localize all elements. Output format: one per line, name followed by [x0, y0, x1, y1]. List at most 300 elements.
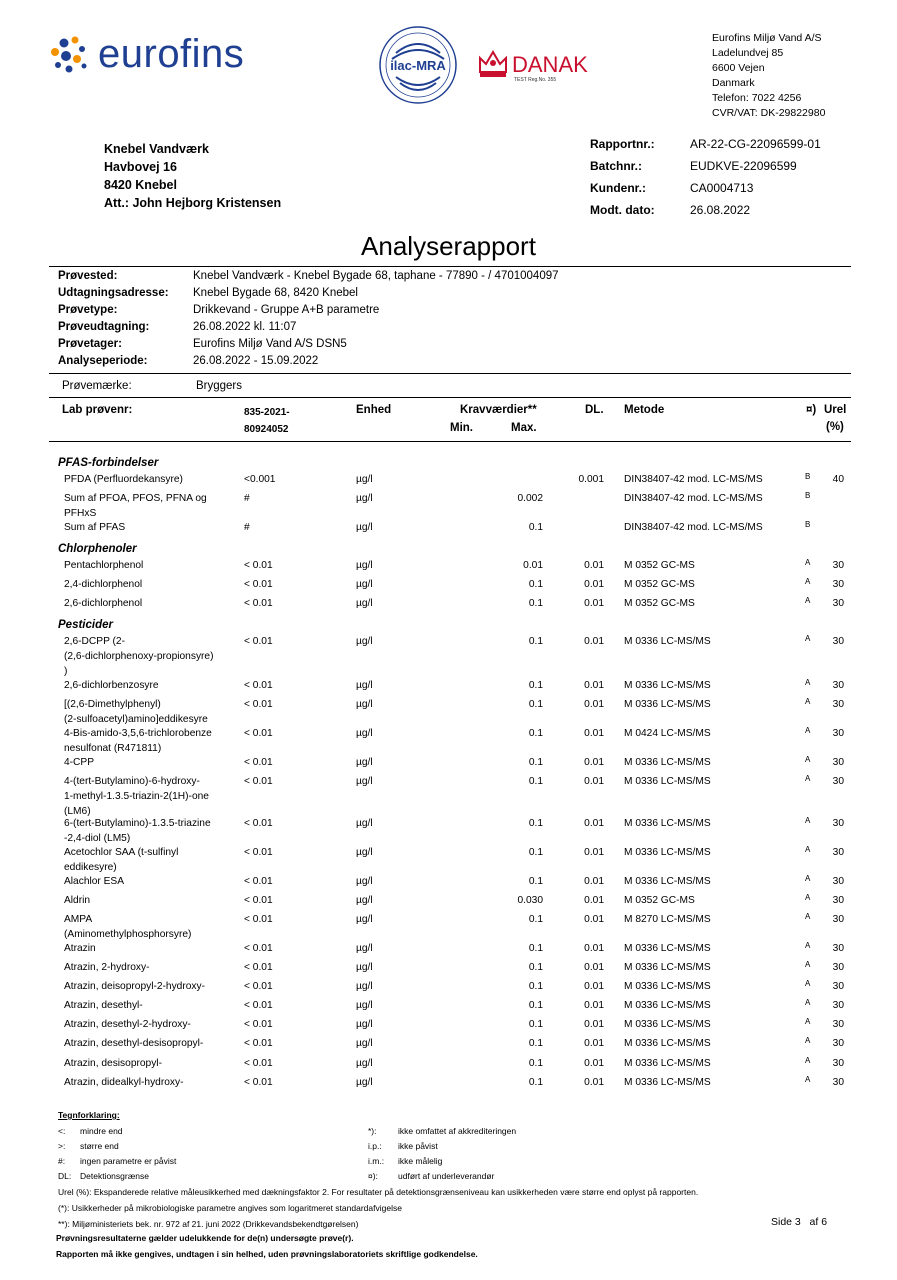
legend-value: ikke målelig [398, 1156, 443, 1166]
meta-label: Batchnr.: [590, 159, 643, 173]
page-of: af 6 [809, 1216, 828, 1228]
parameter-name [64, 893, 229, 908]
sample-row [58, 319, 559, 336]
unit-cell: µg/l [356, 728, 373, 739]
max-cell: 0.01 [523, 560, 543, 571]
accreditation-cell: A [805, 893, 811, 902]
parameter-name [64, 1075, 229, 1090]
accreditation-cell: A [805, 774, 811, 783]
method-cell: M 0336 LC-MS/MS [624, 680, 711, 691]
parameter-name-line: 2,4-dichlorphenol [64, 579, 143, 590]
urel-cell: 30 [832, 1058, 844, 1069]
result-cell: < 0.01 [244, 680, 273, 691]
parameter-name-line: Alachlor ESA [64, 876, 125, 887]
result-cell: < 0.01 [244, 598, 273, 609]
col-method: Metode [624, 404, 665, 416]
parameter-name [64, 596, 229, 611]
parameter-name-line: Atrazin [64, 943, 96, 954]
meta-row [590, 181, 821, 203]
dl-cell: 0.01 [584, 598, 604, 609]
sample-mark-label: Prøvemærke: [62, 380, 132, 392]
col-min: Min. [450, 422, 473, 434]
meta-row [590, 137, 821, 159]
unit-cell: µg/l [356, 680, 373, 691]
urel-cell: 30 [832, 847, 844, 858]
parameter-name [64, 634, 229, 679]
parameter-name [64, 1036, 229, 1051]
result-cell: < 0.01 [244, 728, 273, 739]
sample-value: 26.08.2022 kl. 11:07 [193, 321, 297, 333]
unit-cell: µg/l [356, 579, 373, 590]
parameter-name-line: 4-Bis-amido-3,5,6-trichlorobenze [64, 728, 212, 739]
sample-row [58, 336, 559, 353]
max-cell: 0.1 [528, 579, 543, 590]
method-cell: M 0424 LC-MS/MS [624, 728, 711, 739]
legend-item [58, 1139, 176, 1154]
danak-reg: TEST Reg.No. 355 [514, 77, 557, 83]
parameter-name-line: Aldrin [64, 895, 91, 906]
parameter-name [64, 520, 229, 535]
method-cell: M 0336 LC-MS/MS [624, 1058, 711, 1069]
accreditation-cell: A [805, 596, 811, 605]
company-line: CVR/VAT: DK-29822980 [712, 107, 826, 119]
divider [49, 373, 851, 374]
accreditation-cell: A [805, 1017, 811, 1026]
legend-value: større end [80, 1141, 119, 1151]
method-cell: M 0336 LC-MS/MS [624, 962, 711, 973]
meta-label: Modt. dato: [590, 203, 655, 217]
dl-cell: 0.01 [584, 1000, 604, 1011]
result-cell: < 0.01 [244, 636, 273, 647]
max-cell: 0.1 [528, 1077, 543, 1088]
dl-cell: 0.01 [584, 943, 604, 954]
max-cell: 0.1 [528, 1019, 543, 1030]
legend-key: i.m.: [368, 1156, 385, 1166]
col-max: Max. [511, 422, 537, 434]
meta-value: 26.08.2022 [690, 203, 751, 217]
max-cell: 0.002 [517, 493, 543, 504]
result-cell: < 0.01 [244, 699, 273, 710]
parameter-name [64, 816, 229, 846]
result-cell: < 0.01 [244, 1058, 273, 1069]
unit-cell: µg/l [356, 818, 373, 829]
urel-cell: 30 [832, 636, 844, 647]
dl-cell: 0.01 [584, 818, 604, 829]
parameter-name [64, 941, 229, 956]
urel-cell: 30 [832, 981, 844, 992]
legend-item [58, 1124, 176, 1139]
parameter-name [64, 979, 229, 994]
parameter-name-line: -2,4-diol (LM5) [64, 833, 131, 844]
unit-cell: µg/l [356, 1077, 373, 1088]
urel-cell: 30 [832, 943, 844, 954]
accreditation-cell: A [805, 726, 811, 735]
accreditation-cell: A [805, 755, 811, 764]
max-cell: 0.1 [528, 847, 543, 858]
col-urel-unit: (%) [826, 421, 844, 433]
unit-cell: µg/l [356, 776, 373, 787]
parameter-name-line: 4-(tert-Butylamino)-6-hydroxy- [64, 776, 200, 787]
meta-value: CA0004713 [690, 181, 754, 195]
parameter-name-line: (LM6) [64, 806, 91, 817]
result-cell: < 0.01 [244, 895, 273, 906]
col-urel: Urel [824, 404, 847, 416]
danak-logo [476, 44, 606, 94]
method-cell: M 0336 LC-MS/MS [624, 1077, 711, 1088]
parameter-name-line: Sum af PFAS [64, 522, 126, 533]
method-cell: M 0336 LC-MS/MS [624, 757, 711, 768]
parameter-name [64, 726, 229, 756]
sample-row [58, 353, 559, 370]
col-unit: Enhed [356, 404, 392, 416]
meta-row [590, 203, 821, 225]
meta-value: EUDKVE-22096599 [690, 159, 797, 173]
result-cell: < 0.01 [244, 776, 273, 787]
footnote: **): Miljøministeriets bek. nr. 972 af 21. juni 2022 (Drikkevandsbekendtgørelsen) [58, 1219, 359, 1229]
legend-value: ikke påvist [398, 1141, 438, 1151]
max-cell: 0.1 [528, 598, 543, 609]
accreditation-cell: A [805, 577, 811, 586]
unit-cell: µg/l [356, 876, 373, 887]
unit-cell: µg/l [356, 895, 373, 906]
sample-value: Eurofins Miljø Vand A/S DSN5 [193, 338, 347, 350]
urel-cell: 30 [832, 728, 844, 739]
result-cell: < 0.01 [244, 579, 273, 590]
parameter-name [64, 491, 229, 521]
unit-cell: µg/l [356, 699, 373, 710]
parameter-name [64, 755, 229, 770]
urel-cell: 30 [832, 757, 844, 768]
eurofins-dots-icon [46, 32, 92, 78]
company-address [712, 31, 825, 121]
method-cell: M 0336 LC-MS/MS [624, 847, 711, 858]
result-cell: < 0.01 [244, 876, 273, 887]
customer-line: Havbovej 16 [104, 160, 177, 174]
max-cell: 0.1 [528, 680, 543, 691]
divider [49, 266, 851, 267]
company-line: Ladelundvej 85 [712, 47, 784, 59]
customer-line: Knebel Vandværk [104, 142, 209, 156]
result-cell: < 0.01 [244, 1077, 273, 1088]
col-acc: ¤) [806, 404, 817, 416]
method-cell: M 0336 LC-MS/MS [624, 1019, 711, 1030]
max-cell: 0.1 [528, 1000, 543, 1011]
result-cell: <0.001 [244, 474, 276, 485]
max-cell: 0.1 [528, 943, 543, 954]
parameter-name-line: Atrazin, desethyl-2-hydroxy- [64, 1019, 191, 1030]
legend-item [368, 1139, 516, 1154]
parameter-name [64, 774, 229, 819]
urel-cell: 30 [832, 1000, 844, 1011]
parameter-name [64, 558, 229, 573]
legend-item [368, 1124, 516, 1139]
unit-cell: µg/l [356, 757, 373, 768]
customer-line: Att.: John Hejborg Kristensen [104, 196, 282, 210]
parameter-name-line: (Aminomethylphosphorsyre) [64, 929, 192, 940]
company-line: Telefon: 7022 4256 [712, 92, 802, 104]
parameter-name-line: PFDA (Perfluordekansyre) [64, 474, 183, 485]
method-cell: M 8270 LC-MS/MS [624, 914, 711, 925]
urel-cell: 40 [832, 474, 844, 485]
result-cell: < 0.01 [244, 757, 273, 768]
method-cell: M 0336 LC-MS/MS [624, 818, 711, 829]
dl-cell: 0.01 [584, 728, 604, 739]
method-cell: M 0352 GC-MS [624, 560, 695, 571]
sample-value: Drikkevand - Gruppe A+B parametre [193, 304, 380, 316]
sample-mark-value: Bryggers [196, 380, 243, 392]
accreditation-cell: A [805, 1075, 811, 1084]
max-cell: 0.1 [528, 876, 543, 887]
parameter-name-line: 1-methyl-1.3.5-triazin-2(1H)-one [64, 791, 209, 802]
urel-cell: 30 [832, 1019, 844, 1030]
urel-cell: 30 [832, 1077, 844, 1088]
report-meta [590, 137, 821, 225]
unit-cell: µg/l [356, 636, 373, 647]
parameter-name [64, 697, 229, 727]
group-heading: PFAS-forbindelser [58, 457, 159, 469]
parameter-name-line: eddikesyre) [64, 862, 117, 873]
result-cell: < 0.01 [244, 847, 273, 858]
result-cell: < 0.01 [244, 1019, 273, 1030]
page-title: Analyserapport [361, 231, 536, 261]
result-cell: < 0.01 [244, 962, 273, 973]
company-line: Eurofins Miljø Vand A/S [712, 32, 822, 44]
legend-key: >: [58, 1141, 66, 1151]
parameter-name-line: 2,6-DCPP (2- [64, 636, 125, 647]
parameter-name [64, 912, 229, 942]
method-cell: M 0352 GC-MS [624, 579, 695, 590]
method-cell: M 0336 LC-MS/MS [624, 943, 711, 954]
method-cell: M 0336 LC-MS/MS [624, 776, 711, 787]
sample-label: Udtagningsadresse: [58, 287, 169, 299]
sample-no-line: 80924052 [244, 424, 289, 435]
sample-value: Knebel Bygade 68, 8420 Knebel [193, 287, 358, 299]
legend-value: Detektionsgrænse [80, 1171, 149, 1181]
method-cell: DIN38407-42 mod. LC-MS/MS [624, 474, 763, 485]
eurofins-wordmark: eurofins [98, 32, 245, 76]
max-cell: 0.1 [528, 962, 543, 973]
parameter-name-line: Pentachlorphenol [64, 560, 144, 571]
parameter-name-line: 6-(tert-Butylamino)-1.3.5-triazine [64, 818, 211, 829]
legend-key: #: [58, 1156, 66, 1166]
disclaimer-line: Rapporten må ikke gengives, undtagen i sin helhed, uden prøvningslaboratoriets skriftlige godkendelse. [56, 1249, 478, 1259]
sample-row [58, 268, 559, 285]
unit-cell: µg/l [356, 1000, 373, 1011]
parameter-name-line: [(2,6-Dimethylphenyl) [64, 699, 161, 710]
max-cell: 0.030 [517, 895, 543, 906]
result-cell: < 0.01 [244, 818, 273, 829]
urel-cell: 30 [832, 560, 844, 571]
parameter-name-line: Atrazin, 2-hydroxy- [64, 962, 150, 973]
accreditation-cell: A [805, 1056, 811, 1065]
col-sample-no [244, 404, 290, 438]
max-cell: 0.1 [528, 818, 543, 829]
sample-mark [62, 380, 242, 392]
parameter-name-line: nesulfonat (R471811) [64, 743, 162, 754]
accreditation-cell: A [805, 558, 811, 567]
accreditation-cell: A [805, 845, 811, 854]
accreditation-cell: A [805, 634, 811, 643]
dl-cell: 0.01 [584, 579, 604, 590]
footnote: (*): Usikkerheder på mikrobiologiske parametre angives som logaritmeret standardafvigelse [58, 1203, 402, 1213]
urel-cell: 30 [832, 914, 844, 925]
sample-label: Analyseperiode: [58, 355, 148, 367]
accreditation-cell: A [805, 979, 811, 988]
parameter-name-line: Atrazin, deisopropyl-2-hydroxy- [64, 981, 205, 992]
group-heading: Chlorphenoler [58, 543, 137, 555]
legend-value: udført af underleverandør [398, 1171, 495, 1181]
unit-cell: µg/l [356, 1058, 373, 1069]
legend-key: ¤): [368, 1171, 378, 1181]
ilac-mra-seal [378, 25, 458, 105]
meta-label: Kundenr.: [590, 181, 646, 195]
legend-item [368, 1169, 516, 1184]
parameter-name-line: 2,6-dichlorbenzosyre [64, 680, 159, 691]
dl-cell: 0.01 [584, 776, 604, 787]
legend-right [368, 1124, 516, 1184]
unit-cell: µg/l [356, 560, 373, 571]
divider [49, 441, 851, 442]
unit-cell: µg/l [356, 962, 373, 973]
crown-icon [476, 46, 510, 80]
method-cell: M 0336 LC-MS/MS [624, 1038, 711, 1049]
legend-value: ingen parametre er påvist [80, 1156, 177, 1166]
accreditation-cell: B [805, 472, 811, 481]
meta-value: AR-22-CG-22096599-01 [690, 137, 821, 151]
max-cell: 0.1 [528, 757, 543, 768]
accreditation-cell: A [805, 816, 811, 825]
urel-cell: 30 [832, 598, 844, 609]
accreditation-cell: A [805, 912, 811, 921]
max-cell: 0.1 [528, 636, 543, 647]
legend-key: <: [58, 1126, 66, 1136]
dl-cell: 0.001 [578, 474, 604, 485]
dl-cell: 0.01 [584, 757, 604, 768]
method-cell: M 0336 LC-MS/MS [624, 636, 711, 647]
dl-cell: 0.01 [584, 1038, 604, 1049]
legend-value: ikke omfattet af akkrediteringen [398, 1126, 517, 1136]
sample-label: Prøvested: [58, 270, 118, 282]
accreditation-cell: A [805, 998, 811, 1007]
disclaimer [56, 1230, 478, 1262]
sample-row [58, 285, 559, 302]
unit-cell: µg/l [356, 522, 373, 533]
urel-cell: 30 [832, 962, 844, 973]
ilac-text: ilac-MRA [390, 58, 446, 73]
legend-item [58, 1154, 176, 1169]
result-cell: < 0.01 [244, 1000, 273, 1011]
unit-cell: µg/l [356, 981, 373, 992]
sample-label: Prøveudtagning: [58, 321, 150, 333]
dl-cell: 0.01 [584, 560, 604, 571]
page-number [771, 1216, 827, 1228]
accreditation-cell: A [805, 941, 811, 950]
sample-label: Prøvetager: [58, 338, 122, 350]
dl-cell: 0.01 [584, 847, 604, 858]
meta-label: Rapportnr.: [590, 137, 655, 151]
dl-cell: 0.01 [584, 636, 604, 647]
dl-cell: 0.01 [584, 680, 604, 691]
sample-info [58, 268, 559, 370]
legend-value: mindre end [80, 1126, 123, 1136]
urel-cell: 30 [832, 1038, 844, 1049]
max-cell: 0.1 [528, 776, 543, 787]
method-cell: DIN38407-42 mod. LC-MS/MS [624, 522, 763, 533]
parameter-name-line: Atrazin, desethyl- [64, 1000, 143, 1011]
footnote: Urel (%): Ekspanderede relative måleusikkerhed med dækningsfaktor 2. For resultater på detektionsgrænseniveau kan usikkerheden være større end oplyst på rapporten. [58, 1187, 699, 1197]
customer-line: 8420 Knebel [104, 178, 177, 192]
urel-cell: 30 [832, 680, 844, 691]
legend-item [368, 1154, 516, 1169]
dl-cell: 0.01 [584, 981, 604, 992]
sample-label: Prøvetype: [58, 304, 118, 316]
divider [49, 397, 851, 398]
parameter-name-line: 2,6-dichlorphenol [64, 598, 143, 609]
accreditation-cell: B [805, 491, 811, 500]
sample-value: Knebel Vandværk - Knebel Bygade 68, taphane - 77890 - / 4701004097 [193, 270, 559, 282]
disclaimer-line: Prøvningsresultaterne gælder udelukkende for de(n) undersøgte prøve(r). [56, 1233, 354, 1243]
accreditation-cell: B [805, 520, 811, 529]
parameter-name-line: Atrazin, desethyl-desisopropyl- [64, 1038, 204, 1049]
accreditation-cell: A [805, 1036, 811, 1045]
parameter-name-line: ) [64, 666, 68, 677]
parameter-name [64, 874, 229, 889]
parameter-name-line: Atrazin, didealkyl-hydroxy- [64, 1077, 184, 1088]
group-heading: Pesticider [58, 619, 113, 631]
method-cell: M 0336 LC-MS/MS [624, 981, 711, 992]
legend-left [58, 1124, 176, 1184]
method-cell: M 0336 LC-MS/MS [624, 699, 711, 710]
danak-text: DANAK [512, 52, 588, 77]
legend-title: Tegnforklaring: [58, 1110, 120, 1120]
dl-cell: 0.01 [584, 895, 604, 906]
unit-cell: µg/l [356, 943, 373, 954]
unit-cell: µg/l [356, 1019, 373, 1030]
parameter-name-line: Acetochlor SAA (t-sulfinyl [64, 847, 179, 858]
method-cell: M 0336 LC-MS/MS [624, 876, 711, 887]
urel-cell: 30 [832, 776, 844, 787]
parameter-name-line: (2,6-dichlorphenoxy-propionsyre) [64, 651, 214, 662]
method-cell: M 0352 GC-MS [624, 895, 695, 906]
customer-address [104, 140, 281, 212]
max-cell: 0.1 [528, 522, 543, 533]
legend-key: i.p.: [368, 1141, 382, 1151]
result-cell: < 0.01 [244, 560, 273, 571]
dl-cell: 0.01 [584, 914, 604, 925]
max-cell: 0.1 [528, 981, 543, 992]
urel-cell: 30 [832, 895, 844, 906]
page-label: Side 3 [771, 1216, 801, 1228]
legend-item [58, 1169, 176, 1184]
result-cell: # [244, 522, 250, 533]
parameter-name [64, 678, 229, 693]
result-cell: < 0.01 [244, 914, 273, 925]
dl-cell: 0.01 [584, 1077, 604, 1088]
accreditation-cell: A [805, 697, 811, 706]
parameter-name-line: PFHxS [64, 508, 97, 519]
col-lab: Lab prøvenr: [62, 404, 133, 416]
max-cell: 0.1 [528, 728, 543, 739]
parameter-name [64, 1056, 229, 1071]
parameter-name [64, 960, 229, 975]
method-cell: DIN38407-42 mod. LC-MS/MS [624, 493, 763, 504]
max-cell: 0.1 [528, 1038, 543, 1049]
sample-value: 26.08.2022 - 15.09.2022 [193, 355, 319, 367]
col-dl: DL. [585, 404, 604, 416]
parameter-name [64, 998, 229, 1013]
result-cell: < 0.01 [244, 1038, 273, 1049]
method-cell: M 0352 GC-MS [624, 598, 695, 609]
